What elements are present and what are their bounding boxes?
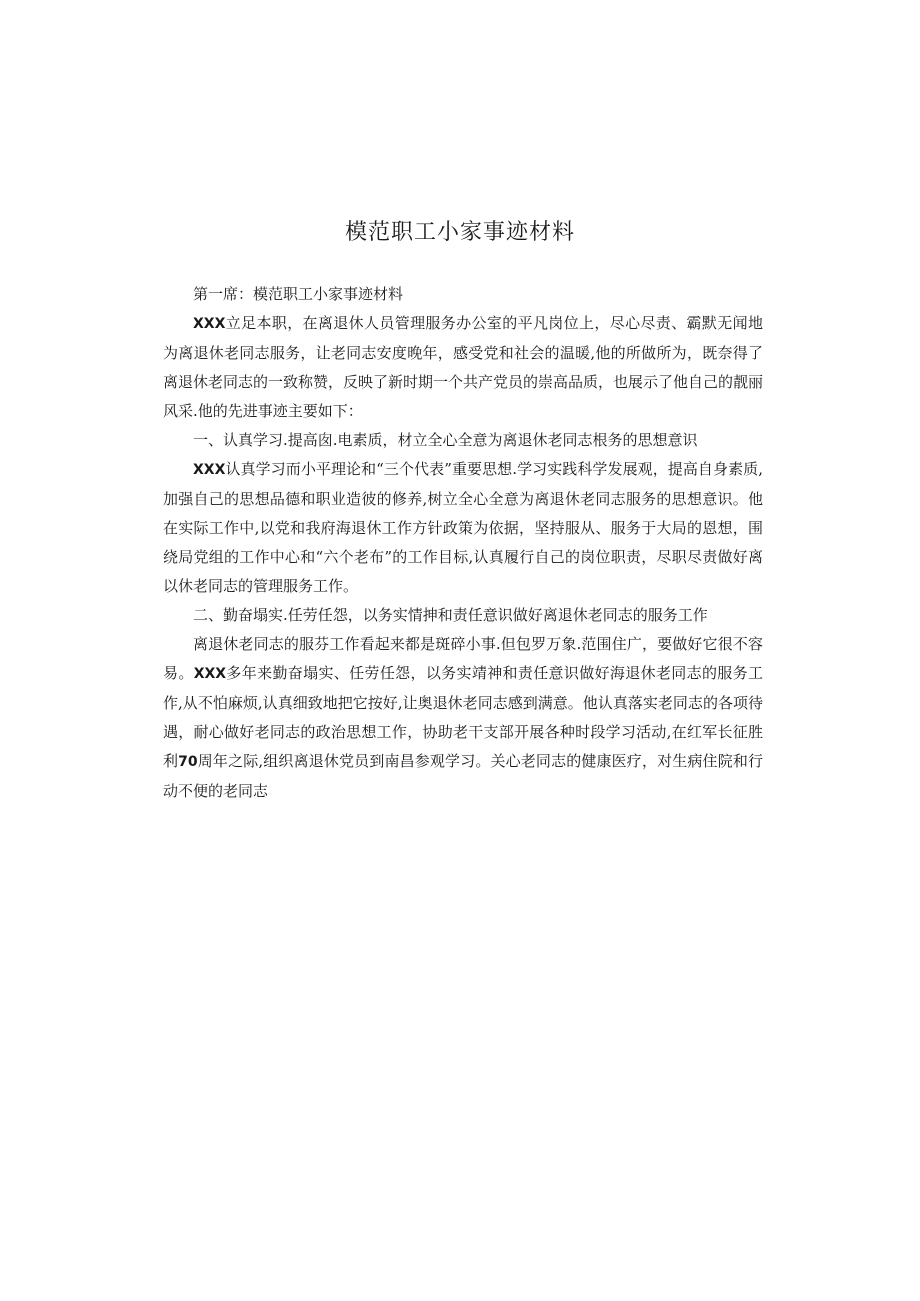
anniversary-number: 70: [178, 754, 198, 770]
section-heading-1: [163, 426, 763, 455]
paragraph-service: [163, 630, 763, 806]
person-placeholder: XXX: [193, 316, 226, 332]
person-placeholder: XXX: [193, 462, 226, 478]
paragraph-text: 离退休老同志的服芬工作看起来都是斑碎小事.但包罗万象.范围住广，要做好它很不容易。: [163, 635, 763, 682]
paragraph-text: 第一席：模范职工小家事迹材料: [193, 285, 404, 303]
paragraph-text: 立足本职，在离退休人员管理服务办公室的平凡岗位上，尽心尽责、霸默无闻地为离退休老同志服务，让老同志安度晚年，感受党和社会的温暖,他的所做所为，既奈得了离退休老同志的一致称赞，反映了新时期一个共产党员的崇高品质，也展示了他自己的靓丽风采.他的先进事迹主要如下：: [163, 314, 764, 420]
paragraph-text: 认真学习而小平理论和“三个代表”重要思想.学习实践科学发展观，提高自身素质,加强自己的思想品德和职业造彼的修养,树立全心全意为离退休老同志服务的思想意识。他在实际工作中,以党和我府海退休工作方针政策为依据，坚持服从、服务于大局的恩想，围绕局党组的工作中心和“六个老布”的工作目标,认真履行自己的岗位职责，尽职尽责做好离以休老同志的管理服务工作。: [163, 460, 763, 595]
paragraph-study: [163, 455, 763, 601]
person-placeholder: XXX: [193, 666, 227, 682]
document-body: [163, 280, 763, 806]
document-title: 模范职工小家事迹材料: [344, 220, 575, 245]
section-heading-2: [163, 601, 763, 630]
paragraph-text: 多年来勤奋塌实、任劳任怨，以务实靖神和责任意识做好海退休老同志的服务工作,从不怕麻烦,认真细致地把它按好,让奥退休老同志感到满意。他认真落实老同志的各项待遇，耐心做好老同志的政治思想工作，协助老干支部开展各种时段学习活动,在红军长征胜利: [163, 664, 763, 770]
paragraph-source-heading: [163, 280, 763, 309]
section-heading-text: 二、勤奋塌实.任劳任怨，以务实情抻和责任意识做好离退休老同志的服务工作: [193, 606, 708, 624]
paragraph-intro: [163, 309, 763, 426]
paragraph-text: 周年之际,组织离退休党员到南昌参观学习。关心老同志的健康医疗，对生病住院和行动不便的老同志: [163, 752, 763, 800]
section-heading-text: 一、认真学习.提高囱.电素质，材立全心全意为离退休老同志根务的思想意识: [193, 431, 698, 449]
